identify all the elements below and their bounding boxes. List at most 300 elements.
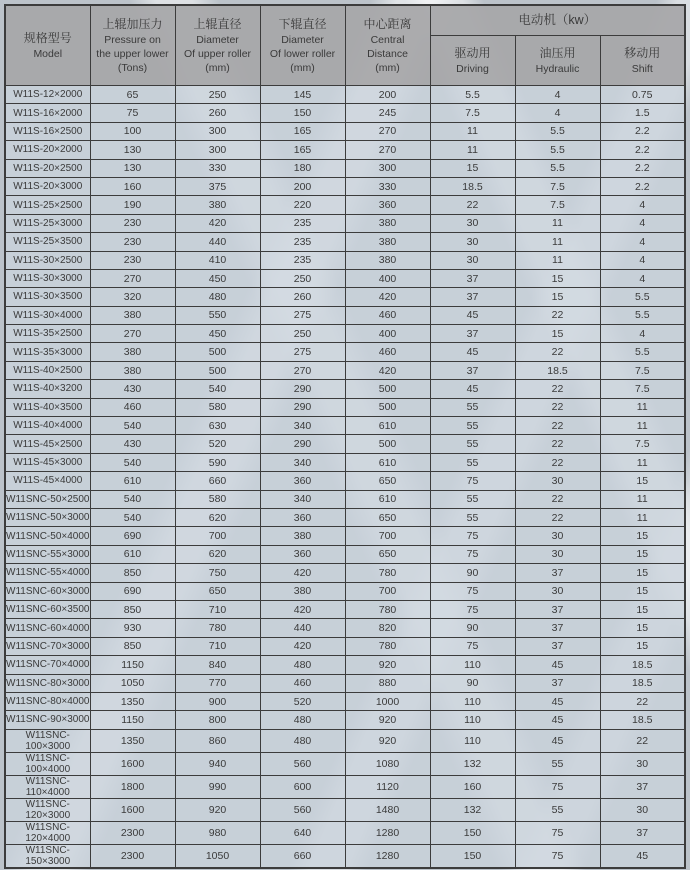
value-cell: 1150 bbox=[90, 656, 175, 674]
value-cell: 235 bbox=[260, 251, 345, 269]
value-cell: 5.5 bbox=[600, 288, 685, 306]
col-header-pressure-zh: 上辊加压力 bbox=[102, 16, 163, 31]
value-cell: 500 bbox=[345, 435, 430, 453]
value-cell: 780 bbox=[175, 619, 260, 637]
value-cell: 520 bbox=[260, 692, 345, 710]
table-row bbox=[5, 398, 685, 416]
value-cell: 430 bbox=[90, 380, 175, 398]
value-cell: 2300 bbox=[90, 844, 175, 868]
table-row bbox=[5, 325, 685, 343]
value-cell: 200 bbox=[345, 86, 430, 104]
value-cell: 15 bbox=[600, 472, 685, 490]
value-cell: 15 bbox=[600, 527, 685, 545]
value-cell: 55 bbox=[515, 798, 600, 821]
table-row bbox=[5, 159, 685, 177]
value-cell: 480 bbox=[260, 656, 345, 674]
value-cell: 30 bbox=[430, 214, 515, 232]
table-row bbox=[5, 729, 685, 752]
table-row bbox=[5, 233, 685, 251]
value-cell: 260 bbox=[175, 104, 260, 122]
value-cell: 15 bbox=[600, 600, 685, 618]
col-header-model bbox=[5, 5, 90, 86]
value-cell: 75 bbox=[430, 600, 515, 618]
value-cell: 380 bbox=[345, 251, 430, 269]
value-cell: 22 bbox=[600, 729, 685, 752]
value-cell: 11 bbox=[600, 398, 685, 416]
value-cell: 270 bbox=[90, 269, 175, 287]
value-cell: 360 bbox=[345, 196, 430, 214]
value-cell: 610 bbox=[345, 417, 430, 435]
value-cell: 590 bbox=[175, 453, 260, 471]
value-cell: 30 bbox=[600, 798, 685, 821]
value-cell: 160 bbox=[90, 177, 175, 195]
value-cell: 15 bbox=[600, 582, 685, 600]
value-cell: 1600 bbox=[90, 752, 175, 775]
value-cell: 45 bbox=[600, 844, 685, 868]
value-cell: 37 bbox=[430, 288, 515, 306]
table-row bbox=[5, 453, 685, 471]
value-cell: 420 bbox=[345, 288, 430, 306]
value-cell: 45 bbox=[515, 711, 600, 729]
value-cell: 270 bbox=[260, 361, 345, 379]
model-cell: W11S-40×3200 bbox=[5, 380, 90, 398]
value-cell: 37 bbox=[515, 637, 600, 655]
value-cell: 340 bbox=[260, 453, 345, 471]
spec-table bbox=[4, 4, 686, 869]
value-cell: 230 bbox=[90, 233, 175, 251]
value-cell: 540 bbox=[90, 508, 175, 526]
table-row bbox=[5, 306, 685, 324]
value-cell: 7.5 bbox=[515, 196, 600, 214]
value-cell: 75 bbox=[515, 775, 600, 798]
value-cell: 18.5 bbox=[600, 674, 685, 692]
value-cell: 75 bbox=[430, 472, 515, 490]
model-cell: W11S-40×2500 bbox=[5, 361, 90, 379]
value-cell: 650 bbox=[345, 545, 430, 563]
value-cell: 580 bbox=[175, 398, 260, 416]
model-cell: W11S-35×3000 bbox=[5, 343, 90, 361]
model-cell: W11S-16×2500 bbox=[5, 122, 90, 140]
value-cell: 420 bbox=[345, 361, 430, 379]
value-cell: 270 bbox=[90, 325, 175, 343]
value-cell: 275 bbox=[260, 306, 345, 324]
value-cell: 22 bbox=[600, 692, 685, 710]
table-row bbox=[5, 508, 685, 526]
value-cell: 460 bbox=[345, 306, 430, 324]
value-cell: 250 bbox=[175, 86, 260, 104]
col-header-hydraulic: 油压用 Hydraulic bbox=[515, 36, 600, 86]
model-cell: W11SNC-120×4000 bbox=[5, 821, 90, 844]
value-cell: 440 bbox=[175, 233, 260, 251]
model-cell: W11SNC-60×4000 bbox=[5, 619, 90, 637]
value-cell: 145 bbox=[260, 86, 345, 104]
value-cell: 130 bbox=[90, 159, 175, 177]
value-cell: 550 bbox=[175, 306, 260, 324]
table-row bbox=[5, 844, 685, 868]
value-cell: 5.5 bbox=[600, 343, 685, 361]
value-cell: 270 bbox=[345, 122, 430, 140]
spec-table-header bbox=[5, 5, 685, 86]
value-cell: 1280 bbox=[345, 844, 430, 868]
value-cell: 15 bbox=[600, 564, 685, 582]
value-cell: 220 bbox=[260, 196, 345, 214]
value-cell: 4 bbox=[600, 325, 685, 343]
value-cell: 4 bbox=[515, 86, 600, 104]
col-header-lower-zh: 下辊直径 bbox=[278, 16, 327, 31]
value-cell: 420 bbox=[260, 637, 345, 655]
value-cell: 375 bbox=[175, 177, 260, 195]
value-cell: 230 bbox=[90, 214, 175, 232]
value-cell: 110 bbox=[430, 729, 515, 752]
model-cell: W11SNC-70×4000 bbox=[5, 656, 90, 674]
value-cell: 330 bbox=[175, 159, 260, 177]
value-cell: 30 bbox=[515, 472, 600, 490]
value-cell: 380 bbox=[90, 343, 175, 361]
value-cell: 150 bbox=[430, 821, 515, 844]
value-cell: 290 bbox=[260, 398, 345, 416]
value-cell: 660 bbox=[175, 472, 260, 490]
table-row bbox=[5, 527, 685, 545]
value-cell: 55 bbox=[430, 453, 515, 471]
value-cell: 160 bbox=[430, 775, 515, 798]
model-cell: W11S-12×2000 bbox=[5, 86, 90, 104]
value-cell: 920 bbox=[345, 729, 430, 752]
value-cell: 7.5 bbox=[600, 361, 685, 379]
value-cell: 2300 bbox=[90, 821, 175, 844]
value-cell: 11 bbox=[515, 214, 600, 232]
value-cell: 500 bbox=[345, 380, 430, 398]
value-cell: 850 bbox=[90, 600, 175, 618]
table-row bbox=[5, 177, 685, 195]
value-cell: 540 bbox=[175, 380, 260, 398]
value-cell: 1150 bbox=[90, 711, 175, 729]
value-cell: 380 bbox=[260, 582, 345, 600]
table-row bbox=[5, 637, 685, 655]
table-row bbox=[5, 104, 685, 122]
value-cell: 650 bbox=[345, 472, 430, 490]
value-cell: 22 bbox=[515, 398, 600, 416]
value-cell: 45 bbox=[430, 380, 515, 398]
model-cell: W11S-45×3000 bbox=[5, 453, 90, 471]
model-cell: W11S-30×3500 bbox=[5, 288, 90, 306]
value-cell: 55 bbox=[430, 417, 515, 435]
table-row bbox=[5, 251, 685, 269]
value-cell: 275 bbox=[260, 343, 345, 361]
value-cell: 990 bbox=[175, 775, 260, 798]
value-cell: 650 bbox=[345, 508, 430, 526]
model-cell: W11S-35×2500 bbox=[5, 325, 90, 343]
value-cell: 4 bbox=[600, 251, 685, 269]
value-cell: 440 bbox=[260, 619, 345, 637]
value-cell: 360 bbox=[260, 472, 345, 490]
value-cell: 22 bbox=[515, 343, 600, 361]
value-cell: 22 bbox=[515, 508, 600, 526]
value-cell: 11 bbox=[515, 233, 600, 251]
value-cell: 880 bbox=[345, 674, 430, 692]
value-cell: 22 bbox=[430, 196, 515, 214]
table-row bbox=[5, 821, 685, 844]
value-cell: 610 bbox=[90, 545, 175, 563]
model-cell: W11SNC-55×3000 bbox=[5, 545, 90, 563]
value-cell: 0.75 bbox=[600, 86, 685, 104]
value-cell: 380 bbox=[345, 214, 430, 232]
model-cell: W11SNC-50×4000 bbox=[5, 527, 90, 545]
value-cell: 2.2 bbox=[600, 177, 685, 195]
model-cell: W11S-25×3500 bbox=[5, 233, 90, 251]
value-cell: 37 bbox=[515, 564, 600, 582]
table-row bbox=[5, 545, 685, 563]
value-cell: 7.5 bbox=[515, 177, 600, 195]
value-cell: 820 bbox=[345, 619, 430, 637]
model-cell: W11SNC-60×3000 bbox=[5, 582, 90, 600]
value-cell: 90 bbox=[430, 674, 515, 692]
table-row bbox=[5, 472, 685, 490]
value-cell: 15 bbox=[515, 325, 600, 343]
value-cell: 610 bbox=[345, 490, 430, 508]
model-cell: W11S-25×2500 bbox=[5, 196, 90, 214]
value-cell: 7.5 bbox=[430, 104, 515, 122]
value-cell: 15 bbox=[600, 637, 685, 655]
value-cell: 1.5 bbox=[600, 104, 685, 122]
value-cell: 5.5 bbox=[515, 141, 600, 159]
value-cell: 610 bbox=[90, 472, 175, 490]
col-header-pressure: 上辊加压力 Pressure on the upper lower (Tons) bbox=[90, 5, 175, 86]
value-cell: 2.2 bbox=[600, 159, 685, 177]
value-cell: 45 bbox=[515, 692, 600, 710]
value-cell: 37 bbox=[515, 674, 600, 692]
value-cell: 270 bbox=[345, 141, 430, 159]
model-cell: W11SNC-90×3000 bbox=[5, 711, 90, 729]
value-cell: 55 bbox=[430, 508, 515, 526]
value-cell: 400 bbox=[345, 325, 430, 343]
value-cell: 540 bbox=[90, 490, 175, 508]
value-cell: 610 bbox=[345, 453, 430, 471]
value-cell: 2.2 bbox=[600, 141, 685, 159]
value-cell: 45 bbox=[515, 656, 600, 674]
value-cell: 930 bbox=[90, 619, 175, 637]
table-row bbox=[5, 564, 685, 582]
value-cell: 4 bbox=[600, 269, 685, 287]
table-row bbox=[5, 86, 685, 104]
col-header-model-zh: 规格型号 bbox=[23, 30, 72, 45]
value-cell: 45 bbox=[430, 306, 515, 324]
value-cell: 11 bbox=[600, 508, 685, 526]
value-cell: 540 bbox=[90, 453, 175, 471]
value-cell: 400 bbox=[345, 269, 430, 287]
value-cell: 37 bbox=[430, 325, 515, 343]
table-row bbox=[5, 619, 685, 637]
table-row bbox=[5, 343, 685, 361]
value-cell: 650 bbox=[175, 582, 260, 600]
value-cell: 7.5 bbox=[600, 380, 685, 398]
value-cell: 340 bbox=[260, 490, 345, 508]
value-cell: 4 bbox=[600, 233, 685, 251]
model-cell: W11SNC-50×2500 bbox=[5, 490, 90, 508]
value-cell: 22 bbox=[515, 453, 600, 471]
model-cell: W11SNC-70×3000 bbox=[5, 637, 90, 655]
value-cell: 130 bbox=[90, 141, 175, 159]
value-cell: 11 bbox=[600, 453, 685, 471]
model-cell: W11S-40×3500 bbox=[5, 398, 90, 416]
value-cell: 30 bbox=[600, 752, 685, 775]
value-cell: 380 bbox=[90, 361, 175, 379]
table-row bbox=[5, 435, 685, 453]
value-cell: 235 bbox=[260, 214, 345, 232]
value-cell: 230 bbox=[90, 251, 175, 269]
table-row bbox=[5, 692, 685, 710]
value-cell: 620 bbox=[175, 508, 260, 526]
value-cell: 800 bbox=[175, 711, 260, 729]
value-cell: 690 bbox=[90, 527, 175, 545]
model-cell: W11S-25×3000 bbox=[5, 214, 90, 232]
value-cell: 290 bbox=[260, 380, 345, 398]
value-cell: 1350 bbox=[90, 729, 175, 752]
value-cell: 15 bbox=[600, 619, 685, 637]
table-row bbox=[5, 196, 685, 214]
value-cell: 1280 bbox=[345, 821, 430, 844]
value-cell: 500 bbox=[345, 398, 430, 416]
col-header-shift: 移动用 Shift bbox=[600, 36, 685, 86]
table-row bbox=[5, 214, 685, 232]
value-cell: 380 bbox=[90, 306, 175, 324]
value-cell: 360 bbox=[260, 508, 345, 526]
value-cell: 15 bbox=[515, 269, 600, 287]
value-cell: 165 bbox=[260, 141, 345, 159]
value-cell: 460 bbox=[260, 674, 345, 692]
value-cell: 520 bbox=[175, 435, 260, 453]
value-cell: 90 bbox=[430, 619, 515, 637]
value-cell: 37 bbox=[430, 269, 515, 287]
value-cell: 110 bbox=[430, 692, 515, 710]
table-row bbox=[5, 141, 685, 159]
value-cell: 37 bbox=[515, 600, 600, 618]
value-cell: 300 bbox=[345, 159, 430, 177]
value-cell: 55 bbox=[430, 435, 515, 453]
value-cell: 245 bbox=[345, 104, 430, 122]
value-cell: 1600 bbox=[90, 798, 175, 821]
value-cell: 100 bbox=[90, 122, 175, 140]
value-cell: 150 bbox=[430, 844, 515, 868]
value-cell: 920 bbox=[345, 656, 430, 674]
value-cell: 770 bbox=[175, 674, 260, 692]
value-cell: 750 bbox=[175, 564, 260, 582]
table-row bbox=[5, 288, 685, 306]
value-cell: 110 bbox=[430, 711, 515, 729]
value-cell: 1050 bbox=[90, 674, 175, 692]
value-cell: 460 bbox=[345, 343, 430, 361]
value-cell: 780 bbox=[345, 564, 430, 582]
value-cell: 1350 bbox=[90, 692, 175, 710]
value-cell: 18.5 bbox=[600, 711, 685, 729]
model-cell: W11SNC-100×4000 bbox=[5, 752, 90, 775]
value-cell: 1080 bbox=[345, 752, 430, 775]
value-cell: 480 bbox=[175, 288, 260, 306]
value-cell: 15 bbox=[515, 288, 600, 306]
value-cell: 410 bbox=[175, 251, 260, 269]
col-header-upper-zh: 上辊直径 bbox=[193, 16, 242, 31]
table-row bbox=[5, 490, 685, 508]
value-cell: 480 bbox=[260, 711, 345, 729]
table-row bbox=[5, 380, 685, 398]
value-cell: 22 bbox=[515, 380, 600, 398]
value-cell: 920 bbox=[345, 711, 430, 729]
value-cell: 11 bbox=[600, 417, 685, 435]
value-cell: 420 bbox=[175, 214, 260, 232]
table-row bbox=[5, 122, 685, 140]
model-cell: W11SNC-110×4000 bbox=[5, 775, 90, 798]
table-row bbox=[5, 269, 685, 287]
value-cell: 900 bbox=[175, 692, 260, 710]
value-cell: 1050 bbox=[175, 844, 260, 868]
value-cell: 132 bbox=[430, 752, 515, 775]
value-cell: 55 bbox=[430, 398, 515, 416]
value-cell: 480 bbox=[260, 729, 345, 752]
value-cell: 75 bbox=[430, 637, 515, 655]
value-cell: 4 bbox=[600, 214, 685, 232]
value-cell: 37 bbox=[600, 775, 685, 798]
value-cell: 150 bbox=[260, 104, 345, 122]
value-cell: 1480 bbox=[345, 798, 430, 821]
value-cell: 180 bbox=[260, 159, 345, 177]
value-cell: 700 bbox=[345, 582, 430, 600]
value-cell: 18.5 bbox=[430, 177, 515, 195]
spec-table-body bbox=[5, 86, 685, 868]
value-cell: 75 bbox=[430, 527, 515, 545]
col-header-driving: 驱动用 Driving bbox=[430, 36, 515, 86]
value-cell: 2.2 bbox=[600, 122, 685, 140]
value-cell: 11 bbox=[600, 490, 685, 508]
value-cell: 630 bbox=[175, 417, 260, 435]
model-cell: W11SNC-55×4000 bbox=[5, 564, 90, 582]
value-cell: 7.5 bbox=[600, 435, 685, 453]
value-cell: 5.5 bbox=[430, 86, 515, 104]
value-cell: 780 bbox=[345, 637, 430, 655]
value-cell: 640 bbox=[260, 821, 345, 844]
value-cell: 250 bbox=[260, 269, 345, 287]
value-cell: 4 bbox=[600, 196, 685, 214]
value-cell: 420 bbox=[260, 600, 345, 618]
value-cell: 165 bbox=[260, 122, 345, 140]
model-cell: W11SNC-80×4000 bbox=[5, 692, 90, 710]
value-cell: 500 bbox=[175, 361, 260, 379]
value-cell: 11 bbox=[430, 141, 515, 159]
col-header-central-distance: 中心距离 Central Distance (mm) bbox=[345, 5, 430, 86]
value-cell: 15 bbox=[600, 545, 685, 563]
value-cell: 90 bbox=[430, 564, 515, 582]
value-cell: 700 bbox=[175, 527, 260, 545]
value-cell: 850 bbox=[90, 564, 175, 582]
model-cell: W11S-45×4000 bbox=[5, 472, 90, 490]
table-row bbox=[5, 711, 685, 729]
col-header-model-en: Model bbox=[33, 48, 63, 61]
value-cell: 920 bbox=[175, 798, 260, 821]
value-cell: 450 bbox=[175, 269, 260, 287]
value-cell: 75 bbox=[430, 582, 515, 600]
value-cell: 1000 bbox=[345, 692, 430, 710]
value-cell: 30 bbox=[515, 545, 600, 563]
value-cell: 710 bbox=[175, 637, 260, 655]
model-cell: W11SNC-150×3000 bbox=[5, 844, 90, 868]
value-cell: 11 bbox=[430, 122, 515, 140]
value-cell: 22 bbox=[515, 417, 600, 435]
table-row bbox=[5, 798, 685, 821]
model-cell: W11S-20×2500 bbox=[5, 159, 90, 177]
model-cell: W11S-40×4000 bbox=[5, 417, 90, 435]
value-cell: 660 bbox=[260, 844, 345, 868]
value-cell: 5.5 bbox=[515, 159, 600, 177]
table-row bbox=[5, 752, 685, 775]
col-header-central-zh: 中心距离 bbox=[363, 16, 412, 31]
